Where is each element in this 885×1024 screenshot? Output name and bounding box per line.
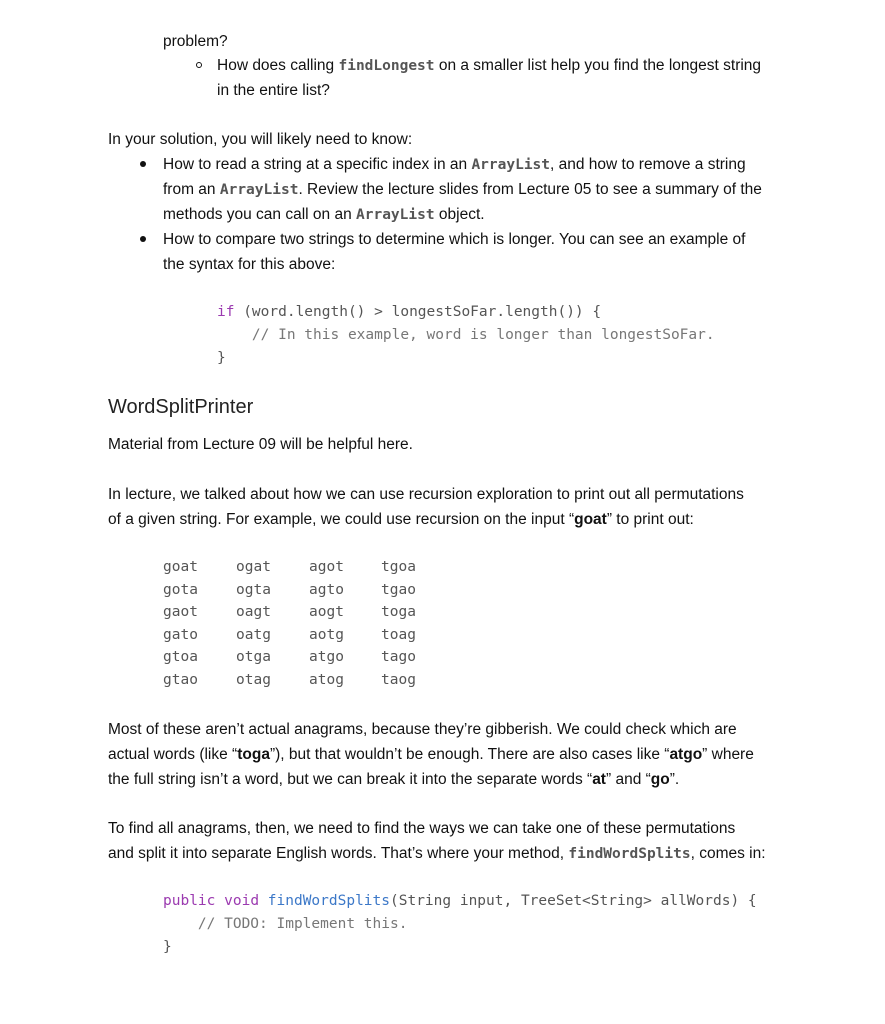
- bullet2-line1: How to compare two strings to determine which is longer. You can see an example of: [163, 231, 746, 248]
- permutation: gaot: [163, 604, 198, 621]
- code-arraylist: ArrayList: [471, 157, 551, 173]
- code-comment: // In this example, word is longer than longestSoFar.: [217, 327, 715, 343]
- permutation: oagt: [236, 604, 271, 621]
- permutation: goat: [163, 559, 198, 575]
- bullet1-line3: methods you can call on an ArrayList object.: [163, 206, 485, 223]
- permutation: ogta: [236, 581, 271, 598]
- permutation: tago: [381, 649, 416, 666]
- sub-question-line2: in the entire list?: [217, 82, 330, 99]
- permutation: atog: [309, 671, 344, 688]
- anagram-para-line2: actual words (like “toga”), but that wouldn’t be enough. There are also cases like “atgo” where: [108, 746, 754, 763]
- permutation: gota: [163, 581, 198, 598]
- permutation: toag: [381, 626, 416, 643]
- permutation: otag: [236, 671, 271, 688]
- code-block-compare: if (word.length() > longestSoFar.length()) { // In this example, word is longer than longestSoFar. }: [217, 304, 715, 366]
- permutation: gato: [163, 626, 198, 643]
- code-block-signature: public void findWordSplits(String input, TreeSet<String> allWords) { // TODO: Implement this. }: [163, 893, 757, 955]
- keyword-public: public: [163, 893, 216, 909]
- code-arraylist: ArrayList: [219, 182, 299, 198]
- need-intro: In your solution, you will likely need to know:: [108, 131, 413, 148]
- permutation: tgao: [381, 581, 416, 598]
- bullet-icon: [140, 236, 146, 242]
- sub-question-line1: How does calling findLongest on a smaller list help you find the longest string: [217, 57, 762, 74]
- problem-tail: problem?: [163, 33, 228, 50]
- permutation: otga: [236, 649, 271, 666]
- permutation: tgoa: [381, 559, 416, 575]
- code-findLongest: findLongest: [338, 58, 435, 74]
- material-note: Material from Lecture 09 will be helpful here.: [108, 436, 413, 453]
- permutation-column-3: [309, 556, 344, 692]
- permutation: aogt: [309, 604, 344, 621]
- permutation-column-2: [236, 556, 271, 692]
- permutation: atgo: [309, 649, 344, 666]
- permutation: agot: [309, 559, 344, 575]
- bullet1-line1: How to read a string at a specific index in an ArrayList, and how to remove a string: [163, 156, 746, 173]
- method-name: findWordSplits: [267, 893, 390, 909]
- permutation: ogat: [236, 559, 271, 575]
- bullet2-line2: the syntax for this above:: [163, 256, 336, 273]
- permutation: taog: [381, 671, 416, 688]
- permutation: agto: [309, 581, 344, 598]
- method-para-line2: and split it into separate English words. That’s where your method, findWordSplits, comes in:: [108, 845, 766, 862]
- bullet1-line2: from an ArrayList. Review the lecture slides from Lecture 05 to see a summary of the: [163, 181, 762, 198]
- code-findWordSplits: findWordSplits: [568, 846, 691, 862]
- intro-line1: In lecture, we talked about how we can use recursion exploration to print out all permutations: [108, 486, 744, 503]
- permutation: gtoa: [163, 649, 198, 666]
- permutation: oatg: [236, 626, 271, 643]
- permutation-column-1: [163, 556, 198, 692]
- problem-text: [163, 29, 228, 54]
- method-para-line1: To find all anagrams, then, we need to find the ways we can take one of these permutations: [108, 820, 736, 837]
- intro-line2: of a given string. For example, we could use recursion on the input “goat” to print out:: [108, 511, 694, 528]
- permutation-column-4: [381, 556, 416, 692]
- section-heading: WordSplitPrinter: [108, 396, 254, 418]
- keyword-if: if: [217, 304, 235, 320]
- anagram-para-line3: the full string isn’t a word, but we can break it into the separate words “at” and “go”.: [108, 771, 680, 788]
- permutation: aotg: [309, 626, 344, 643]
- keyword-void: void: [224, 893, 260, 909]
- anagram-para-line1: Most of these aren’t actual anagrams, because they’re gibberish. We could check which are: [108, 721, 737, 738]
- code-comment: // TODO: Implement this.: [163, 916, 408, 932]
- permutation: toga: [381, 604, 416, 621]
- hollow-bullet-icon: [196, 62, 202, 68]
- code-arraylist: ArrayList: [356, 207, 435, 223]
- bullet-icon: [140, 161, 146, 167]
- permutation: gtao: [163, 671, 198, 688]
